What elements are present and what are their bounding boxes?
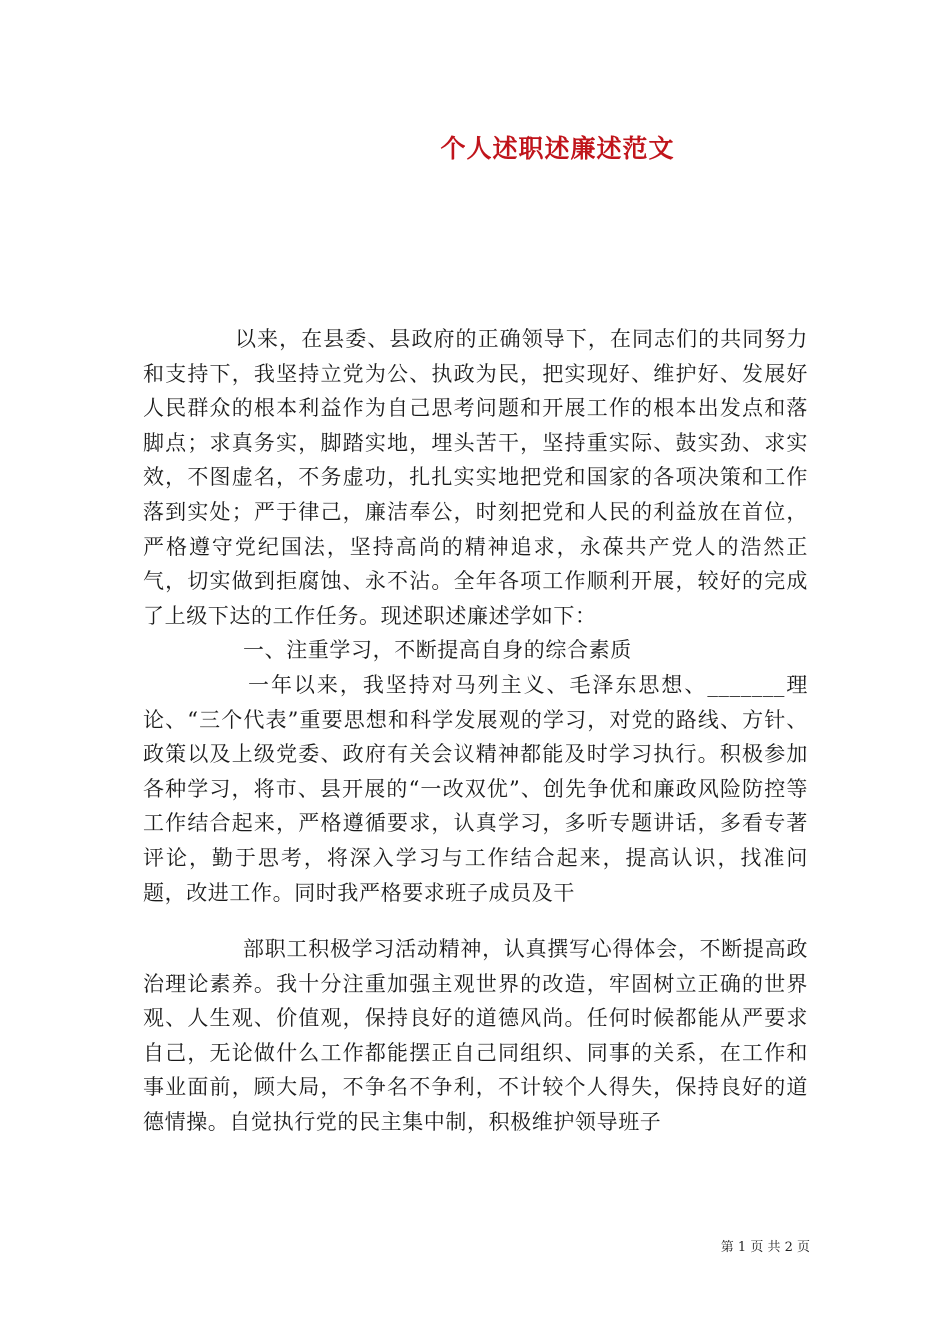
document-title: 个人述职述廉述范文: [440, 134, 675, 163]
paragraph-study: 一年以来，我坚持对马列主义、毛泽东思想、_______理论、“三个代表”重要思想和科学发展观的学习，对党的路线、方针、政策以及上级党委、政府有关会议精神都能及时学习执行。积极参加各种学习，将市、县开展的“一改双优”、创先争优和廉政风险防控等工作结合起来，严格遵循要求，认真学习，多听专题讲话，多看专著评论，勤于思考，将深入学习与工作结合起来，提高认识，找准问题，改进工作。同时我严格要求班子成员及干: [143, 672, 808, 905]
paragraph-continued: 部职工积极学习活动精神，认真撰写心得体会，不断提高政治理论素养。我十分注重加强主观世界的改造，牢固树立正确的世界观、人生观、价值观，保持良好的道德风尚。任何时候都能从严要求自己，无论做什么工作都能摆正自己同组织、同事的关系，在工作和事业面前，顾大局，不争名不争利，不计较个人得失，保持良好的道德情操。自觉执行党的民主集中制，积极维护领导班子: [143, 937, 808, 1135]
section-heading: 一、注重学习，不断提高自身的综合素质: [243, 638, 632, 663]
document-body: [143, 322, 808, 1140]
paragraph-intro: 以来，在县委、县政府的正确领导下，在同志们的共同努力和支持下，我坚持立党为公、执政为民，把实现好、维护好、发展好人民群众的根本利益作为自己思考问题和开展工作的根本出发点和落脚点；求真务实，脚踏实地，埋头苦干，坚持重实际、鼓实劲、求实效，不图虚名，不务虚功，扎扎实实地把党和国家的各项决策和工作落到实处；严于律己，廉洁奉公，时刻把党和人民的利益放在首位，严格遵守党纪国法，坚持高尚的精神追求，永葆共产党人的浩然正气，切实做到拒腐蚀、永不沾。全年各项工作顺利开展，较好的完成了上级下达的工作任务。现述职述廉述学如下：: [143, 327, 808, 628]
page-number: 第 1 页 共 2 页: [720, 1240, 810, 1255]
